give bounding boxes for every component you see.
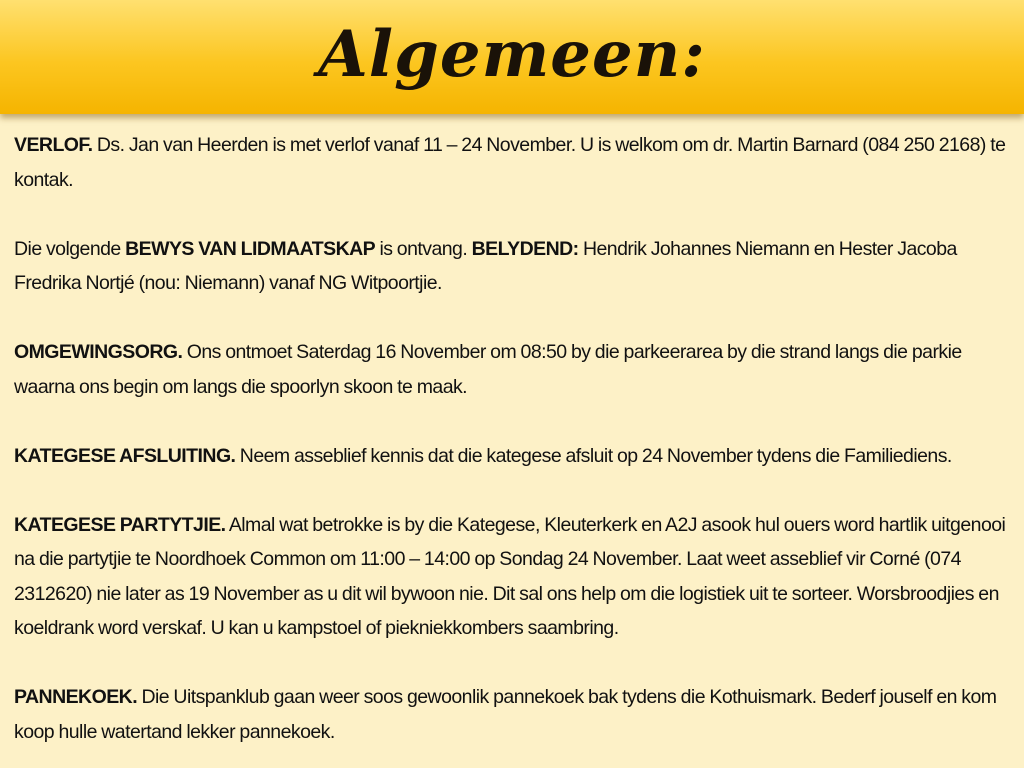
- announcement-heading: BEWYS VAN LIDMAATSKAP: [125, 237, 376, 260]
- title-banner: [0, 0, 1024, 114]
- announcement-heading: PANNEKOEK.: [14, 686, 138, 708]
- announcements-body: [14, 128, 1010, 749]
- announcement-mid-text: is ontvang.: [375, 237, 472, 260]
- announcement-heading: KATEGESE PARTYTJIE.: [14, 513, 226, 536]
- announcement-text: Hendrik Johannes Niemann en Hester Jacoba Fredrika Nortjé (nou: Niemann) vanaf NG Witpoortjie.: [14, 237, 957, 294]
- announcement-heading: OMGEWINGSORG.: [14, 341, 183, 363]
- announcement-sub-heading: BELYDEND:: [471, 237, 579, 260]
- announcement-intro: Die volgende: [14, 237, 126, 260]
- page-title: Algemeen:: [318, 16, 706, 92]
- announcement-pannekoek: [14, 680, 1010, 749]
- announcement-text: Die Uitspanklub gaan weer soos gewoonlik pannekoek bak tydens die Kothuismark. Bederf jouself en kom koop hulle watertand lekker pannekoek.: [14, 686, 997, 743]
- announcement-text: Almal wat betrokke is by die Kategese, Kleuterkerk en A2J asook hul ouers word hartlik uitgenooi na die partytjie te Noordhoek Common om 11:00 – 14:00 op Sondag 24 November. Laat weet asseblief vir Corné (074 2312620) nie later as 19 November as u dit wil bywoon nie. Dit sal ons help om die logistiek uit te sorteer. Worsbroodjies en koeldrank word verskaf. U kan u kampstoel of piekniekkombers saambring.: [14, 513, 1006, 639]
- announcement-kategese-partytjie: [14, 508, 1010, 646]
- announcement-text: Neem asseblief kennis dat die kategese afsluit op 24 November tydens die Familiediens.: [235, 444, 952, 467]
- announcement-bewys-van-lidmaatskap: [14, 232, 1010, 301]
- announcement-heading: KATEGESE AFSLUITING.: [14, 444, 236, 467]
- announcement-text: Ons ontmoet Saterdag 16 November om 08:50 by die parkeerarea by die strand langs die parkie waarna ons begin om langs die spoorlyn skoon te maak.: [14, 341, 962, 398]
- announcement-omgewingsorg: [14, 335, 1010, 404]
- announcement-kategese-afsluiting: [14, 439, 1010, 474]
- announcement-verlof: [14, 128, 1010, 197]
- announcement-text: Ds. Jan van Heerden is met verlof vanaf 11 – 24 November. U is welkom om dr. Martin Barnard (084 250 2168) te kontak.: [14, 134, 1006, 191]
- announcement-heading: VERLOF.: [14, 134, 93, 156]
